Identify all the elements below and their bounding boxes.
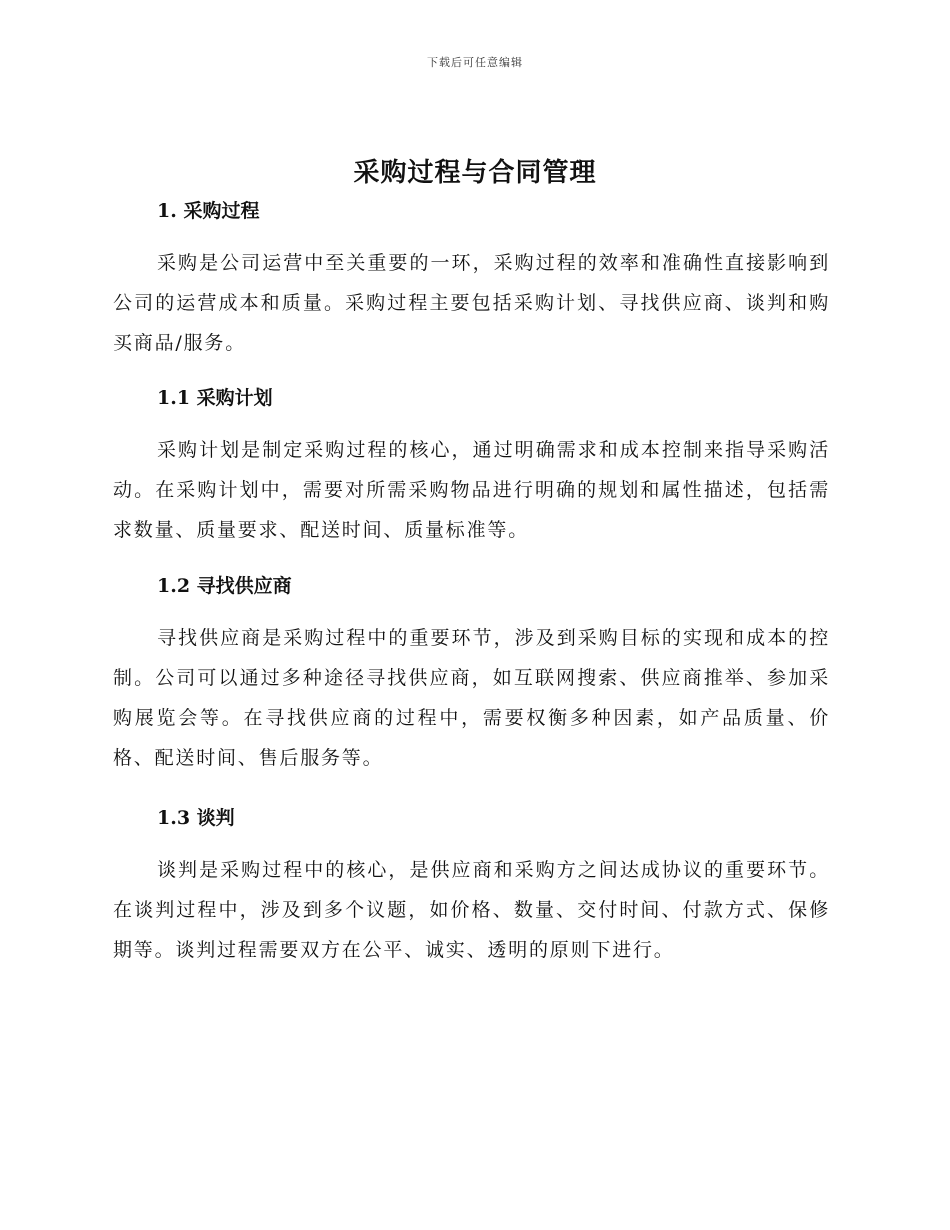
section-heading-procurement-process: 1. 采购过程 [157,200,260,222]
section-paragraph-procurement-process: 采购是公司运营中至关重要的一环，采购过程的效率和准确性直接影响到公司的运营成本和质量。采购过程主要包括采购计划、寻找供应商、谈判和购买商品/服务。 [113,252,830,354]
section-paragraph-find-suppliers: 寻找供应商是采购过程中的重要环节，涉及到采购目标的实现和成本的控制。公司可以通过多种途径寻找供应商，如互联网搜索、供应商推举、参加采购展览会等。在寻找供应商的过程中，需要权衡多种因素，如产品质量、价格、配送时间、售后服务等。 [113,627,830,769]
section-heading-procurement-plan: 1.1 采购计划 [157,387,273,409]
page-header-note: 下载后可任意编辑 [427,56,523,69]
section-heading-negotiation: 1.3 谈判 [157,807,235,829]
document-title: 采购过程与合同管理 [353,158,597,188]
section-heading-find-suppliers: 1.2 寻找供应商 [157,575,292,597]
section-paragraph-procurement-plan: 采购计划是制定采购过程的核心，通过明确需求和成本控制来指导采购活动。在采购计划中，需要对所需采购物品进行明确的规划和属性描述，包括需求数量、质量要求、配送时间、质量标准等。 [113,439,830,541]
section-paragraph-negotiation: 谈判是采购过程中的核心，是供应商和采购方之间达成协议的重要环节。在谈判过程中，涉及到多个议题，如价格、数量、交付时间、付款方式、保修期等。谈判过程需要双方在公平、诚实、透明的原则下进行。 [113,859,830,961]
